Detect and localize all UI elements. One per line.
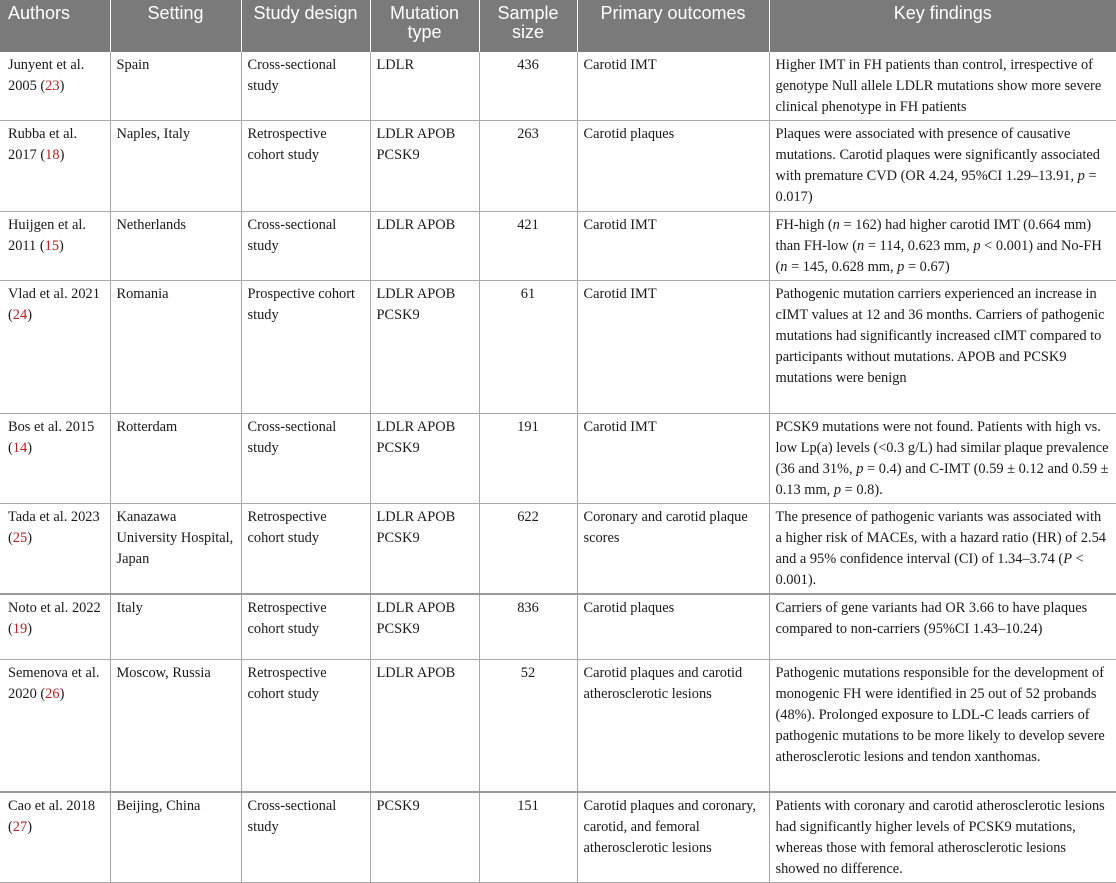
cell-key-findings: Patients with coronary and carotid atherosclerotic lesions had significantly higher levels of PCSK9 mutations, whereas those with femoral atherosclerotic lesions showed no difference. bbox=[769, 792, 1116, 883]
cell-primary-outcomes: Carotid plaques bbox=[577, 121, 769, 212]
cell-setting: Rotterdam bbox=[110, 414, 241, 504]
cell-sample-size: 61 bbox=[479, 281, 577, 414]
cell-sample-size: 622 bbox=[479, 504, 577, 595]
cell-mutation-type: LDLR APOB bbox=[370, 659, 479, 792]
cell-key-findings: Pathogenic mutations responsible for the development of monogenic FH were identified in 25 out of 52 probands (48%). Prolonged exposure to LDL-C leads carriers of pathogenic mutations to be more likely to develop severe atherosclerotic lesions and tendon xanthomas. bbox=[769, 659, 1116, 792]
cell-mutation-type: LDLR APOB PCSK9 bbox=[370, 414, 479, 504]
table-row bbox=[0, 792, 1116, 883]
cell-study-design: Prospective cohort study bbox=[241, 281, 370, 414]
cell-authors: Rubba et al. 2017 (18) bbox=[0, 121, 110, 212]
cell-key-findings: Plaques were associated with presence of causative mutations. Carotid plaques were significantly associated with premature CVD (OR 4.24, 95%CI 1.29–13.91, p = 0.017) bbox=[769, 121, 1116, 212]
cell-primary-outcomes: Carotid IMT bbox=[577, 414, 769, 504]
cell-sample-size: 263 bbox=[479, 121, 577, 212]
cell-key-findings: The presence of pathogenic variants was associated with a higher risk of MACEs, with a hazard ratio (HR) of 2.54 and a 95% confidence interval (CI) of 1.34–3.74 (P < 0.001). bbox=[769, 504, 1116, 595]
table-row bbox=[0, 659, 1116, 792]
cell-sample-size: 421 bbox=[479, 212, 577, 281]
header-sample-size: Sample size bbox=[479, 0, 577, 52]
cell-study-design: Retrospective cohort study bbox=[241, 659, 370, 792]
table-row bbox=[0, 281, 1116, 414]
cell-mutation-type: PCSK9 bbox=[370, 792, 479, 883]
cell-mutation-type: LDLR APOB PCSK9 bbox=[370, 594, 479, 659]
cell-setting: Italy bbox=[110, 594, 241, 659]
header-setting: Setting bbox=[110, 0, 241, 52]
reference-link[interactable]: 15 bbox=[44, 238, 60, 254]
cell-primary-outcomes: Carotid IMT bbox=[577, 212, 769, 281]
cell-study-design: Cross-sectional study bbox=[241, 414, 370, 504]
cell-study-design: Cross-sectional study bbox=[241, 792, 370, 883]
reference-link[interactable]: 26 bbox=[45, 685, 60, 702]
header-mutation-type: Mutation type bbox=[370, 0, 479, 52]
cell-setting: Netherlands bbox=[110, 212, 241, 281]
reference-link[interactable]: 18 bbox=[45, 147, 60, 163]
cell-primary-outcomes: Carotid plaques bbox=[577, 594, 769, 659]
cell-primary-outcomes: Carotid IMT bbox=[577, 52, 769, 121]
cell-authors: Semenova et al. 2020 (26) bbox=[0, 659, 110, 792]
cell-setting: Naples, Italy bbox=[110, 121, 241, 212]
cell-mutation-type: LDLR APOB bbox=[370, 212, 479, 281]
table-row bbox=[0, 52, 1116, 121]
cell-sample-size: 436 bbox=[479, 52, 577, 121]
reference-link[interactable]: 25 bbox=[12, 530, 28, 546]
cell-key-findings: FH-high (n = 162) had higher carotid IMT (0.664 mm) than FH-low (n = 114, 0.623 mm, p < 0.001) and No-FH (n = 145, 0.628 mm, p = 0.67) bbox=[769, 212, 1116, 281]
cell-setting: Kanazawa University Hospital, Japan bbox=[110, 504, 241, 595]
reference-link[interactable]: 23 bbox=[45, 78, 60, 94]
cell-setting: Moscow, Russia bbox=[110, 659, 241, 792]
cell-study-design: Retrospective cohort study bbox=[241, 121, 370, 212]
cell-mutation-type: LDLR APOB PCSK9 bbox=[370, 281, 479, 414]
table-row bbox=[0, 504, 1116, 595]
cell-mutation-type: LDLR bbox=[370, 52, 479, 121]
cell-authors: Vlad et al. 2021 (24) bbox=[0, 281, 110, 414]
cell-mutation-type: LDLR APOB PCSK9 bbox=[370, 504, 479, 595]
table-row bbox=[0, 414, 1116, 504]
cell-primary-outcomes: Coronary and carotid plaque scores bbox=[577, 504, 769, 595]
cell-authors: Huijgen et al. 2011 (15) bbox=[0, 212, 110, 281]
cell-key-findings: PCSK9 mutations were not found. Patients with high vs. low Lp(a) levels (<0.3 g/L) had similar plaque prevalence (36 and 31%, p = 0.4) and C-IMT (0.59 ± 0.12 and 0.59 ± 0.13 mm, p = 0.8). bbox=[769, 414, 1116, 504]
cell-sample-size: 52 bbox=[479, 659, 577, 792]
cell-sample-size: 836 bbox=[479, 594, 577, 659]
header-key-findings: Key findings bbox=[769, 0, 1116, 52]
reference-link[interactable]: 14 bbox=[12, 440, 28, 456]
cell-authors: Tada et al. 2023 (25) bbox=[0, 504, 110, 595]
cell-study-design: Cross-sectional study bbox=[241, 212, 370, 281]
cell-sample-size: 191 bbox=[479, 414, 577, 504]
cell-mutation-type: LDLR APOB PCSK9 bbox=[370, 121, 479, 212]
table-row bbox=[0, 594, 1116, 659]
reference-link[interactable]: 27 bbox=[12, 819, 28, 835]
cell-primary-outcomes: Carotid plaques and coronary, carotid, and femoral atherosclerotic lesions bbox=[577, 792, 769, 883]
reference-link[interactable]: 19 bbox=[12, 621, 28, 637]
header-authors: Authors bbox=[0, 0, 110, 52]
cell-setting: Beijing, China bbox=[110, 792, 241, 883]
cell-key-findings: Carriers of gene variants had OR 3.66 to have plaques compared to non-carriers (95%CI 1.43–10.24) bbox=[769, 594, 1116, 659]
cell-primary-outcomes: Carotid IMT bbox=[577, 281, 769, 414]
header-study-design: Study design bbox=[241, 0, 370, 52]
cell-setting: Spain bbox=[110, 52, 241, 121]
cell-authors: Cao et al. 2018 (27) bbox=[0, 792, 110, 883]
cell-key-findings: Higher IMT in FH patients than control, irrespective of genotype Null allele LDLR mutations show more severe clinical phenotype in FH patients bbox=[769, 52, 1116, 121]
header-row bbox=[0, 0, 1116, 52]
table-row bbox=[0, 121, 1116, 212]
cell-authors: Noto et al. 2022 (19) bbox=[0, 594, 110, 659]
cell-study-design: Retrospective cohort study bbox=[241, 594, 370, 659]
table-row bbox=[0, 212, 1116, 281]
cell-authors: Bos et al. 2015 (14) bbox=[0, 414, 110, 504]
cell-study-design: Cross-sectional study bbox=[241, 52, 370, 121]
cell-primary-outcomes: Carotid plaques and carotid atherosclerotic lesions bbox=[577, 659, 769, 792]
cell-key-findings: Pathogenic mutation carriers experienced an increase in cIMT values at 12 and 36 months. Carriers of pathogenic mutations had significantly increased cIMT compared to participants without mutations. APOB and PCSK9 mutations were benign bbox=[769, 281, 1116, 414]
cell-study-design: Retrospective cohort study bbox=[241, 504, 370, 595]
cell-authors: Junyent et al. 2005 (23) bbox=[0, 52, 110, 121]
cell-sample-size: 151 bbox=[479, 792, 577, 883]
reference-link[interactable]: 24 bbox=[12, 307, 28, 323]
header-primary-outcomes: Primary outcomes bbox=[577, 0, 769, 52]
cell-setting: Romania bbox=[110, 281, 241, 414]
